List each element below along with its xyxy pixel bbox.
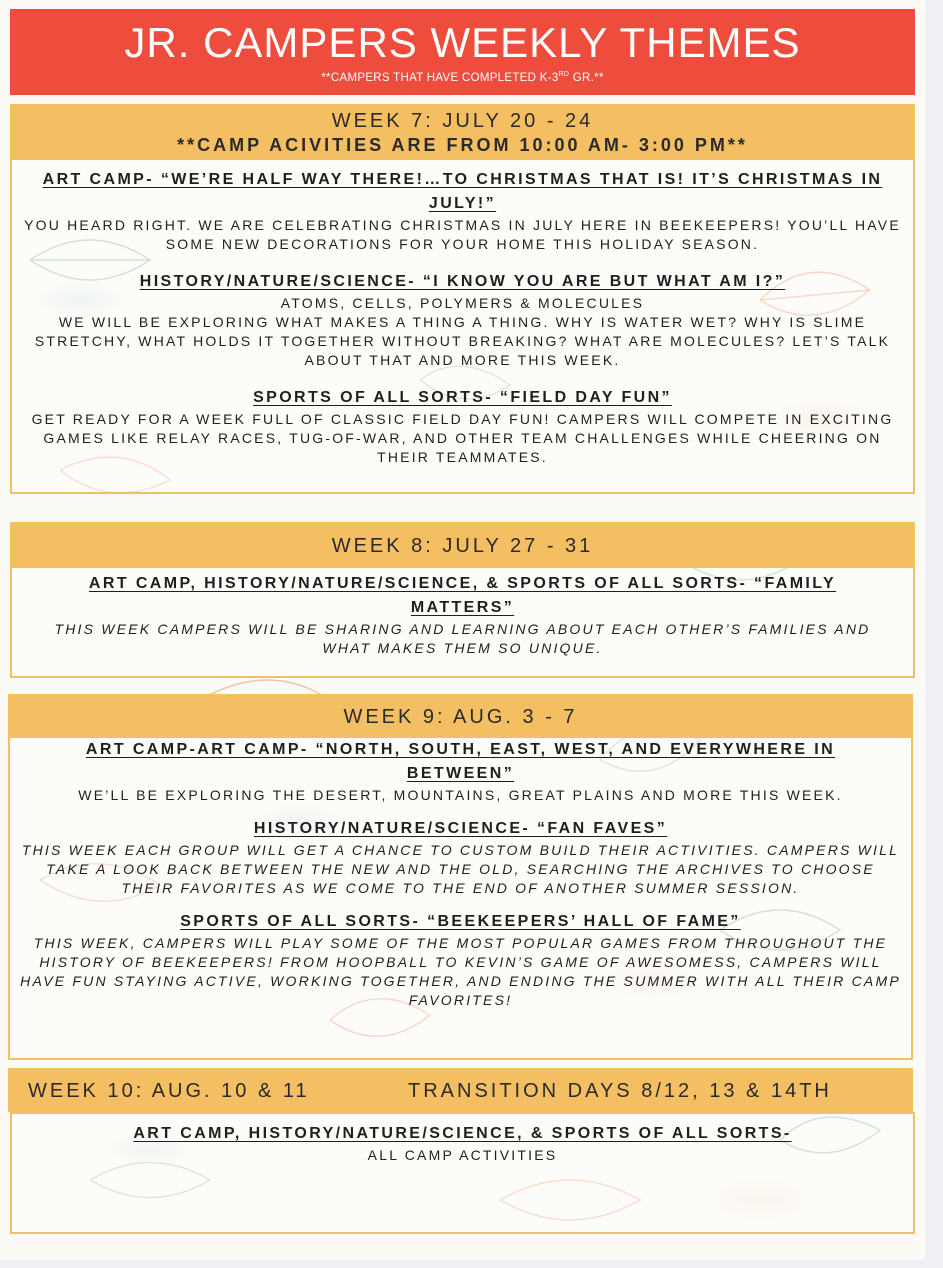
week7-sports-title: SPORTS OF ALL SORTS- “FIELD DAY FUN” — [253, 389, 672, 406]
week9-art-title: ART CAMP-ART CAMP- “NORTH, SOUTH, EAST, WEST, AND EVERYWHERE IN BETWEEN” — [85, 741, 836, 782]
week8-heading: WEEK 8: JULY 27 - 31 — [331, 535, 594, 557]
transition-days: TRANSITION DAYS 8/12, 13 & 14TH — [408, 1080, 832, 1102]
week9-sports-text: THIS WEEK, CAMPERS WILL PLAY SOME OF THE MOST POPULAR GAMES FROM THROUGHOUT THE HISTORY OF BEEKEEPERS! FROM HOOPBALL TO KEVIN’S GAME OF AWESOMESS, CAMPERS WILL HAVE FUN STAYING ACTIVE, WORKING TOGETHER, AND ENDING THE SUMMER WITH ALL THEIR CAMP FAVORITES! — [20, 935, 901, 1008]
week10-text: ALL CAMP ACTIVITIES — [367, 1147, 558, 1163]
week9-heading: WEEK 9: AUG. 3 - 7 — [343, 706, 578, 728]
week10-heading: WEEK 10: AUG. 10 & 11 — [28, 1080, 310, 1102]
week8-text: THIS WEEK CAMPERS WILL BE SHARING AND LEARNING ABOUT EACH OTHER’S FAMILIES AND WHAT MAKES THEM SO UNIQUE. — [54, 621, 871, 656]
week7-art-title: ART CAMP- “WE’RE HALF WAY THERE!…TO CHRISTMAS THAT IS! IT’S CHRISTMAS IN JULY!” — [42, 171, 883, 212]
week8-content — [10, 566, 915, 678]
week7-science-title: HISTORY/NATURE/SCIENCE- “I KNOW YOU ARE BUT WHAT AM I?” — [139, 273, 786, 290]
week8-header — [10, 522, 915, 566]
week7-science-subline: ATOMS, CELLS, POLYMERS & MOLECULES — [280, 295, 645, 311]
week9-art-text: WE’LL BE EXPLORING THE DESERT, MOUNTAINS, GREAT PLAINS AND MORE THIS WEEK. — [78, 787, 843, 803]
week8-title: ART CAMP, HISTORY/NATURE/SCIENCE, & SPORTS OF ALL SORTS- “FAMILY MATTERS” — [88, 575, 837, 616]
subtitle-text: **CAMPERS THAT HAVE COMPLETED K-3 — [321, 71, 559, 84]
week9-header — [8, 694, 913, 736]
week7-science-text: WE WILL BE EXPLORING WHAT MAKES A THING A THING. WHY IS WATER WET? WHY IS SLIME STRETCHY, WHAT HOLDS IT TOGETHER WITHOUT BREAKING? WHAT ARE MOLECULES? LET’S TALK ABOUT THAT AND MORE THIS WEEK. — [34, 314, 891, 368]
week10-content — [10, 1112, 915, 1234]
week7-content — [10, 158, 915, 494]
week10-title: ART CAMP, HISTORY/NATURE/SCIENCE, & SPORTS OF ALL SORTS- — [133, 1125, 792, 1142]
week7-sports-text: GET READY FOR A WEEK FULL OF CLASSIC FIELD DAY FUN! CAMPERS WILL COMPETE IN EXCITING GAMES LIKE RELAY RACES, TUG-OF-WAR, AND OTHER TEAM CHALLENGES WHILE CHEERING ON THEIR TEAMMATES. — [31, 411, 894, 465]
week9-sports-title: SPORTS OF ALL SORTS- “BEEKEEPERS’ HALL OF FAME” — [180, 913, 741, 930]
subtitle-text-end: GR.** — [569, 71, 604, 84]
week7-art-text: YOU HEARD RIGHT. WE ARE CELEBRATING CHRISTMAS IN JULY HERE IN BEEKEEPERS! YOU’LL HAVE SOME NEW DECORATIONS FOR YOUR HOME THIS HOLIDAY SEASON. — [24, 217, 901, 252]
week9-science-text: THIS WEEK EACH GROUP WILL GET A CHANCE TO CUSTOM BUILD THEIR ACTIVITIES. CAMPERS WILL TAKE A LOOK BACK BETWEEN THE NEW AND THE OLD, SEARCHING THE ARCHIVES TO CHOOSE THEIR FAVORITES AS WE COME TO THE END OF ANOTHER SUMMER SESSION. — [21, 842, 900, 896]
week7-header — [10, 104, 915, 158]
week10-header — [8, 1068, 913, 1112]
page-subtitle — [10, 71, 915, 84]
title-banner — [10, 9, 915, 95]
week9-science-title: HISTORY/NATURE/SCIENCE- “FAN FAVES” — [253, 820, 668, 837]
camp-hours-note: **CAMP ACIVITIES ARE FROM 10:00 AM- 3:00 PM** — [177, 135, 748, 155]
page-title: JR. CAMPERS WEEKLY THEMES — [124, 19, 801, 66]
subtitle-superscript: RD — [558, 71, 570, 78]
week9-content — [8, 736, 913, 1060]
week7-heading: WEEK 7: JULY 20 - 24 — [331, 110, 594, 132]
